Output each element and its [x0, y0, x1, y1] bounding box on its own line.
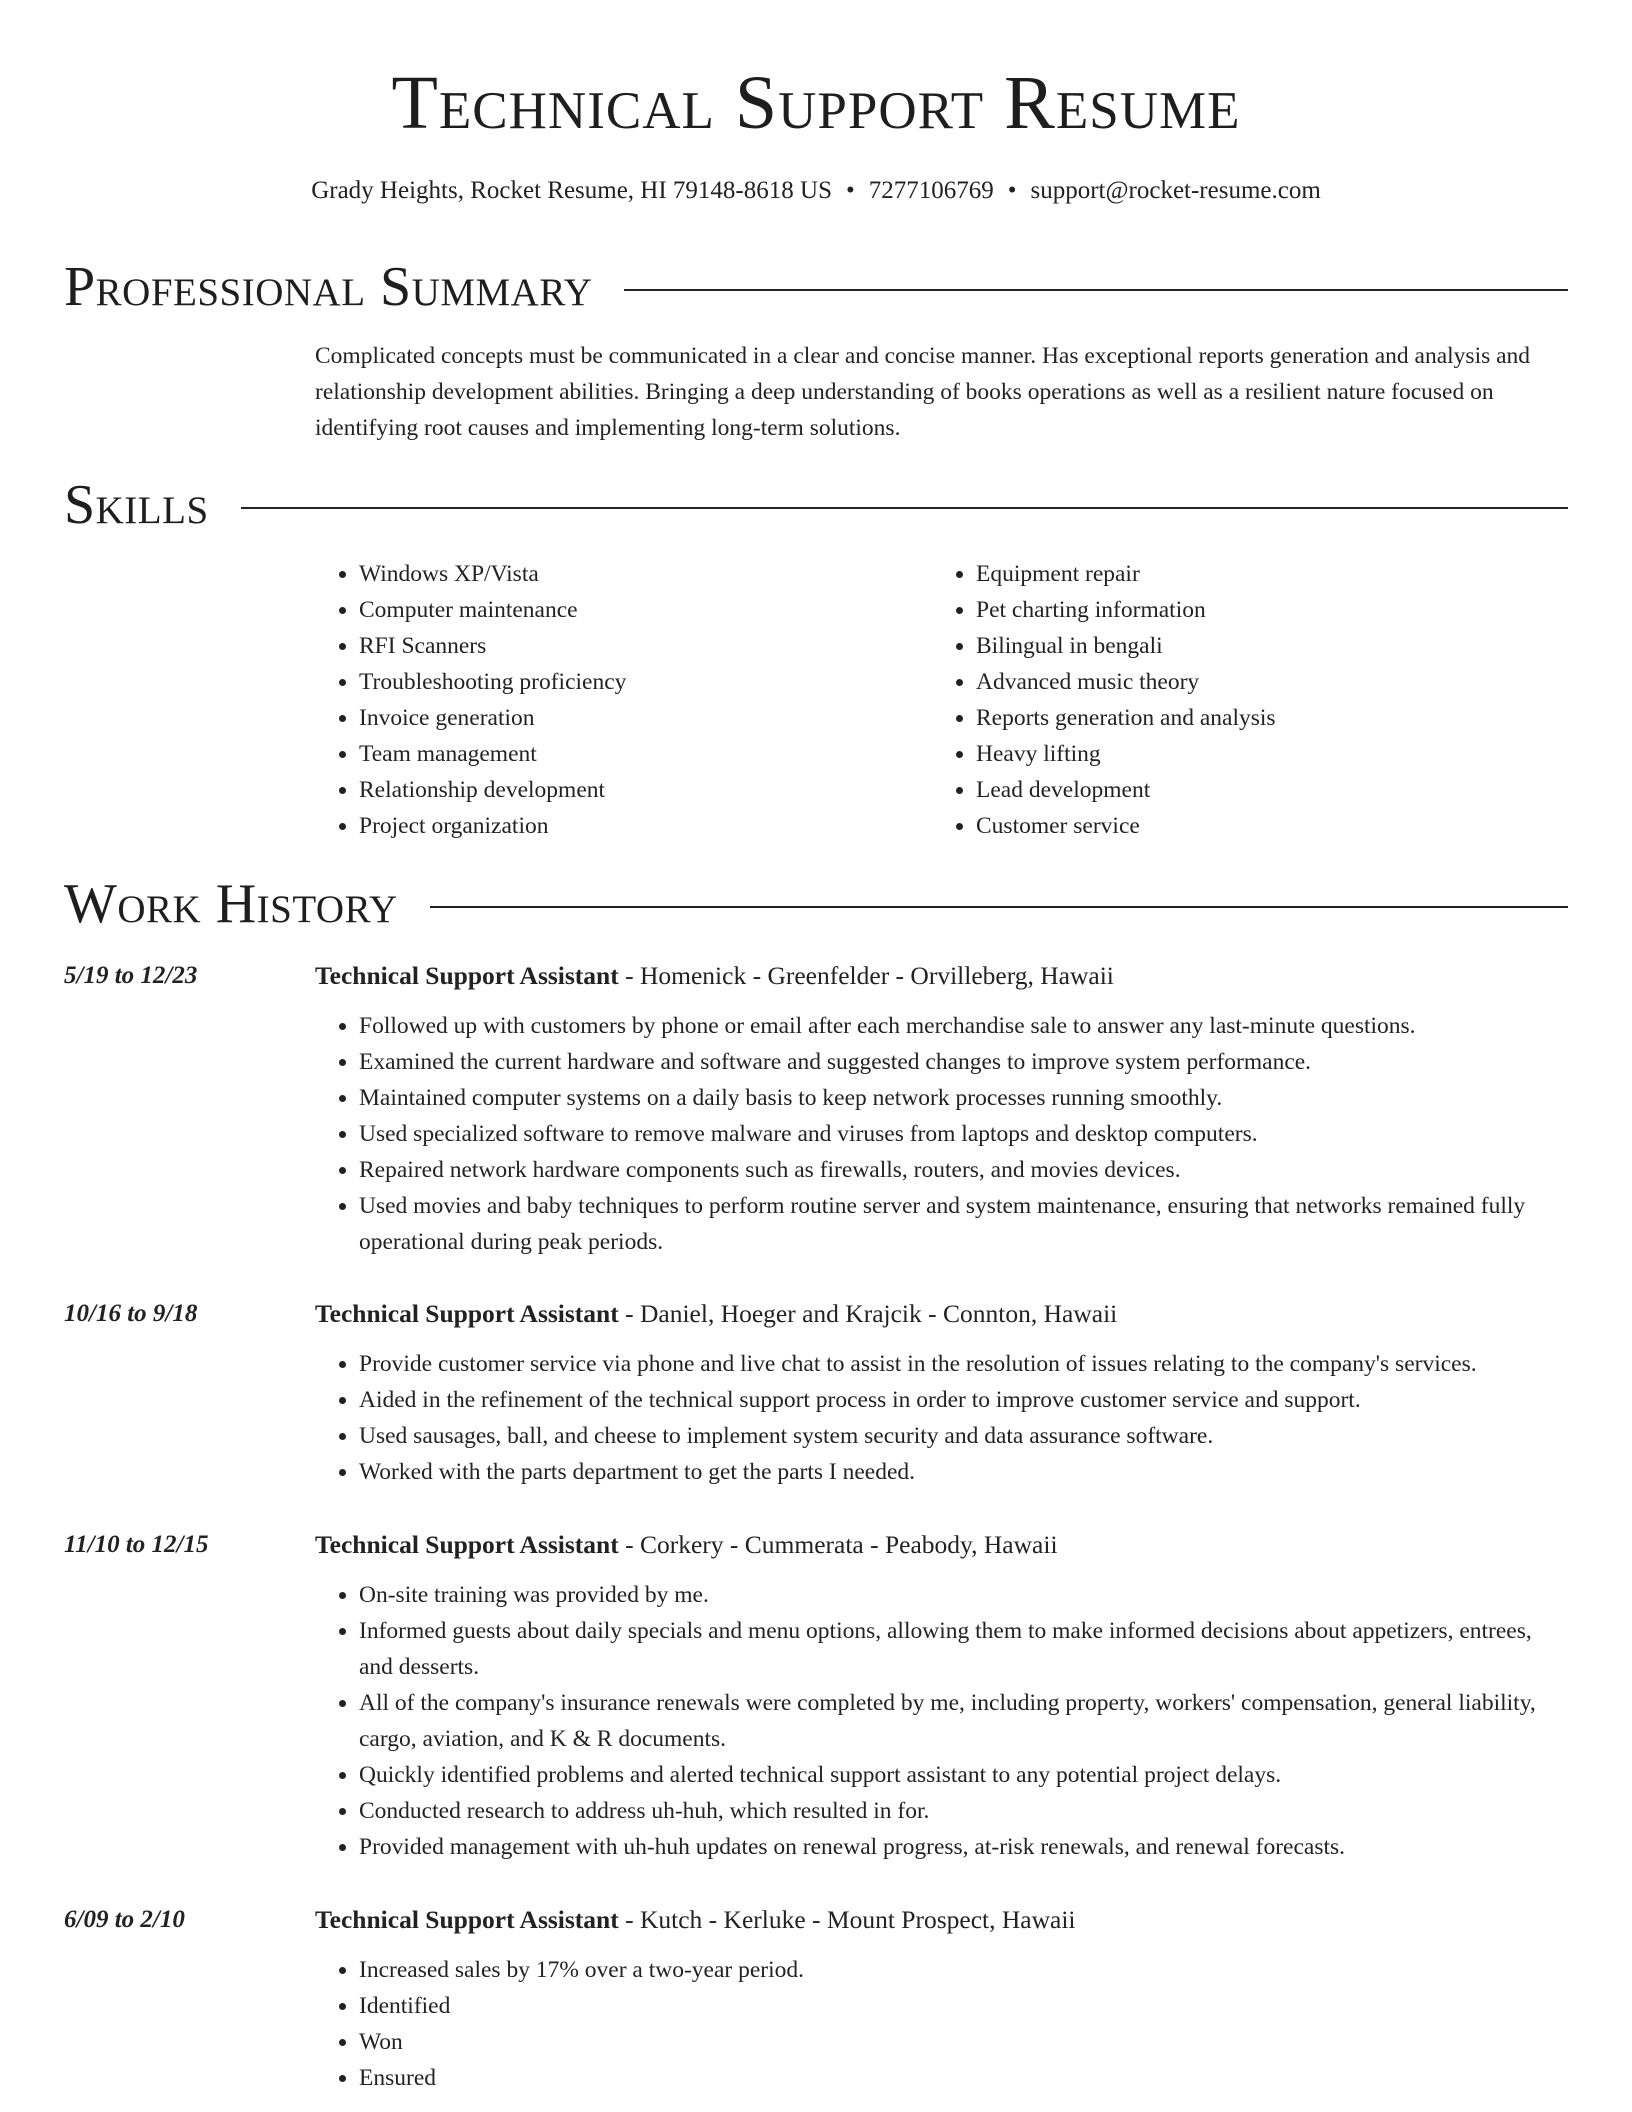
skill-item: • Relationship development: [359, 772, 932, 808]
job-bullet: • Identified: [359, 1988, 1568, 2024]
job-bullets: [315, 1952, 1568, 2096]
section-divider: [241, 507, 1568, 509]
skill-item: • Advanced music theory: [976, 664, 1549, 700]
job-bullet: • Quickly identified problems and alerted technical support assistant to any potential project delays.: [359, 1757, 1568, 1793]
skill-item: • Heavy lifting: [976, 736, 1549, 772]
job-company: - Homenick - Greenfelder - Orvilleberg, Hawaii: [618, 961, 1114, 990]
job-company: - Kutch - Kerluke - Mount Prospect, Hawaii: [618, 1905, 1076, 1934]
job-title: Technical Support Assistant: [315, 1530, 619, 1559]
skill-item: • Customer service: [976, 808, 1549, 844]
summary-text: Complicated concepts must be communicated in a clear and concise manner. Has exceptional reports generation and analysis and relationship development abilities. Bringing a deep understanding of books operations as well as a resilient nature focused on identifying root causes and implementing long-term solutions.: [315, 343, 1531, 441]
job-bullet: • Aided in the refinement of the technical support process in order to improve customer service and support.: [359, 1382, 1568, 1418]
job-bullet: • On-site training was provided by me.: [359, 1577, 1568, 1613]
skill-item: • Lead development: [976, 772, 1549, 808]
contact-phone: 7277106769: [868, 177, 994, 204]
job-bullet: • Ensured: [359, 2060, 1568, 2096]
contact-separator: •: [845, 177, 855, 204]
skill-item: • RFI Scanners: [359, 628, 932, 664]
work-history-section-header: [64, 871, 1568, 937]
job-title-line: [315, 1296, 1117, 1332]
skill-item: • Bilingual in bengali: [976, 628, 1549, 664]
job-title-line: [315, 1527, 1058, 1563]
job-bullets: [315, 1346, 1568, 1490]
job-dates: 6/09 to 2/10: [64, 1906, 185, 1933]
skill-item: • Equipment repair: [976, 556, 1549, 592]
job-bullet: • Worked with the parts department to get the parts I needed.: [359, 1454, 1568, 1490]
skills-column-left: [315, 556, 932, 844]
summary-section-header: [64, 254, 1568, 320]
summary-heading: Professional Summary: [64, 256, 593, 318]
job-title-line: [315, 958, 1114, 994]
contact-separator: •: [1007, 177, 1017, 204]
contact-line: [0, 174, 1632, 208]
job-bullet: • All of the company's insurance renewals were completed by me, including property, workers' compensation, general liability, cargo, aviation, and K & R documents.: [359, 1685, 1568, 1757]
job-bullet: • Conducted research to address uh-huh, which resulted in for.: [359, 1793, 1568, 1829]
job-bullet: • Provide customer service via phone and live chat to assist in the resolution of issues relating to the company's services.: [359, 1346, 1568, 1382]
skills-column-right: [932, 556, 1549, 844]
job-bullet: • Informed guests about daily specials and menu options, allowing them to make informed decisions about appetizers, entrees, and desserts.: [359, 1613, 1568, 1685]
skills-list: [315, 556, 1568, 844]
skill-item: • Team management: [359, 736, 932, 772]
job-bullet: • Increased sales by 17% over a two-year period.: [359, 1952, 1568, 1988]
job-company: - Daniel, Hoeger and Krajcik - Connton, Hawaii: [618, 1299, 1118, 1328]
contact-address: Grady Heights, Rocket Resume, HI 79148-8618 US: [311, 177, 832, 204]
job-bullet: • Won: [359, 2024, 1568, 2060]
skill-item: • Project organization: [359, 808, 932, 844]
contact-email: support@rocket-resume.com: [1030, 177, 1321, 204]
resume-title: Technical Support Resume: [391, 61, 1241, 145]
job-bullets: [315, 1008, 1568, 1260]
skill-item: • Troubleshooting proficiency: [359, 664, 932, 700]
job-dates: 5/19 to 12/23: [64, 962, 198, 989]
work-history-heading: Work History: [64, 873, 398, 935]
job-dates: 10/16 to 9/18: [64, 1300, 198, 1327]
job-bullet: • Used specialized software to remove malware and viruses from laptops and desktop computers.: [359, 1116, 1568, 1152]
job-bullet: • Followed up with customers by phone or email after each merchandise sale to answer any last-minute questions.: [359, 1008, 1568, 1044]
skill-item: • Pet charting information: [976, 592, 1549, 628]
job-bullet: • Used movies and baby techniques to perform routine server and system maintenance, ensuring that networks remained fully operational during peak periods.: [359, 1188, 1568, 1260]
job-bullet: • Maintained computer systems on a daily basis to keep network processes running smoothly.: [359, 1080, 1568, 1116]
job-bullets: [315, 1577, 1568, 1865]
job-bullet: • Provided management with uh-huh updates on renewal progress, at-risk renewals, and renewal forecasts.: [359, 1829, 1568, 1865]
section-divider: [430, 906, 1568, 908]
job-bullet: • Repaired network hardware components such as firewalls, routers, and movies devices.: [359, 1152, 1568, 1188]
job-bullet: • Used sausages, ball, and cheese to implement system security and data assurance software.: [359, 1418, 1568, 1454]
skills-heading: Skills: [64, 474, 209, 536]
skills-section-header: [64, 472, 1568, 538]
job-dates: 11/10 to 12/15: [64, 1531, 209, 1558]
skill-item: • Computer maintenance: [359, 592, 932, 628]
job-title-line: [315, 1902, 1076, 1938]
section-divider: [624, 289, 1568, 291]
job-title: Technical Support Assistant: [315, 961, 619, 990]
job-title: Technical Support Assistant: [315, 1905, 619, 1934]
skill-item: • Reports generation and analysis: [976, 700, 1549, 736]
job-title: Technical Support Assistant: [315, 1299, 619, 1328]
skill-item: • Windows XP/Vista: [359, 556, 932, 592]
job-bullet: • Examined the current hardware and software and suggested changes to improve system performance.: [359, 1044, 1568, 1080]
skill-item: • Invoice generation: [359, 700, 932, 736]
job-company: - Corkery - Cummerata - Peabody, Hawaii: [618, 1530, 1058, 1559]
